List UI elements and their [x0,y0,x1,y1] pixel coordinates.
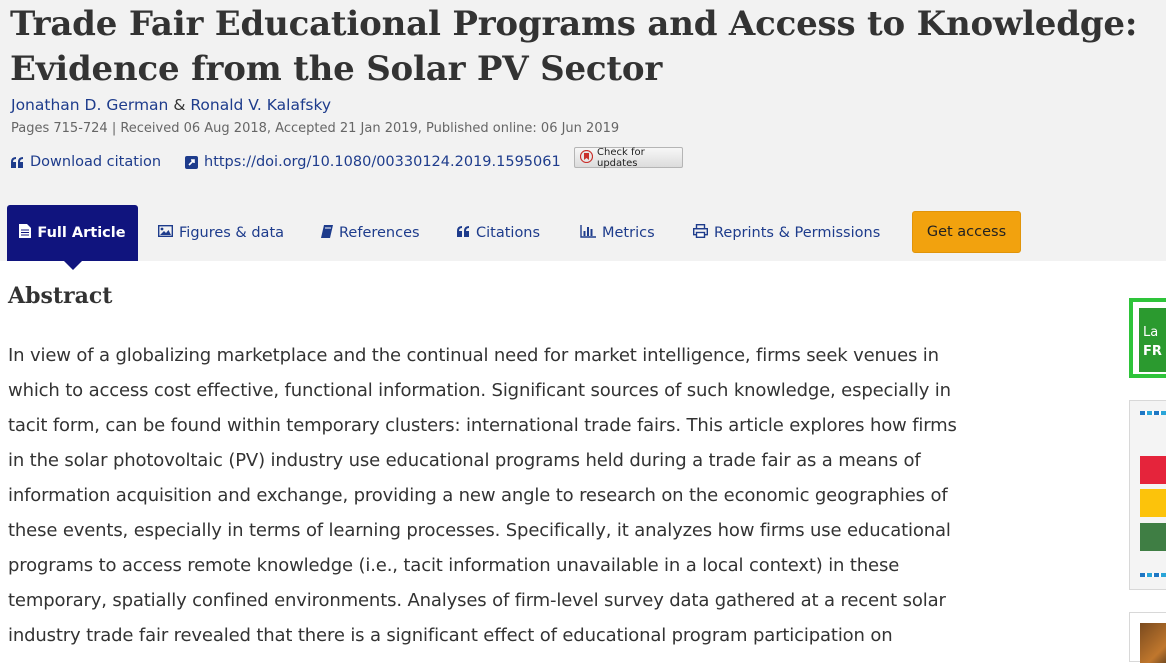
article-title [10,2,1160,92]
abstract-line: these events, especially in terms of learning processes. Specifically, it analyzes how firms use educational [8,520,951,541]
article-header [0,0,1166,261]
sdg-tile-no-poverty [1140,456,1166,484]
promo-line-1: La [1143,325,1159,340]
tab-metrics[interactable] [580,205,655,261]
check-for-updates-button[interactable] [574,147,683,168]
tab-reprints-permissions[interactable] [693,205,880,261]
print-icon [693,224,708,242]
abstract-line: programs to access remote knowledge (i.e., tacit information unavailable in a local context) in these [8,555,900,576]
tab-citations-label: Citations [476,225,541,241]
quote-icon [11,157,24,168]
tab-full-article-label: Full Article [37,225,126,241]
sidebar-sdg-widget[interactable] [1129,400,1166,590]
tab-citations[interactable] [457,205,540,261]
article-title-line2: Evidence from the Solar PV Sector [10,49,663,89]
image-icon [158,225,173,241]
sdg-tile-clean-energy [1140,489,1166,517]
thumbnail-image [1140,623,1166,663]
sidebar-promo-text [1139,308,1166,372]
get-access-button[interactable]: Get access [912,211,1021,253]
abstract-body [8,338,1008,653]
abstract-line: In view of a globalizing marketplace and the continual need for market intelligence, firms seek venues in [8,345,939,366]
tab-reprints-permissions-label: Reprints & Permissions [714,225,881,241]
sidebar-promo-banner[interactable] [1129,298,1166,378]
promo-line-2: FR [1143,344,1162,359]
abstract-line: industry trade fair revealed that there is a significant effect of educational program participation on [8,625,893,646]
author-separator: & [173,96,186,114]
document-icon [19,224,31,242]
author-list [11,96,331,114]
abstract-heading: Abstract [8,283,113,309]
sdg-strip-bottom [1140,573,1166,577]
quote-icon [457,225,470,241]
doi-link[interactable] [185,154,561,170]
crossmark-icon [580,150,593,166]
download-citation-label: Download citation [30,154,162,170]
tab-references-label: References [339,225,420,241]
check-for-updates-label: Check for updates [597,146,645,169]
book-icon [321,225,333,242]
sdg-strip-top [1140,411,1166,415]
author-link-kalafsky[interactable]: Ronald V. Kalafsky [190,96,332,114]
tab-figures-data[interactable] [158,205,284,261]
author-link-german[interactable]: Jonathan D. German [11,96,169,114]
abstract-line: information acquisition and exchange, providing a new angle to research on the economic geographies of [8,485,948,506]
abstract-line: tacit form, can be found within temporary clusters: international trade fairs. This article explores how firms [8,415,957,436]
abstract-line: in the solar photovoltaic (PV) industry use educational programs held during a trade fair as a means of [8,450,921,471]
download-citation-link[interactable] [11,154,161,170]
tab-figures-data-label: Figures & data [179,225,285,241]
external-link-icon [185,156,198,169]
tab-full-article[interactable] [7,205,138,261]
doi-label: https://doi.org/10.1080/00330124.2019.1595061 [204,154,561,170]
tab-references[interactable] [321,205,420,261]
abstract-line: which to access cost effective, functional information. Significant sources of such knowledge, especially in [8,380,951,401]
sidebar-thumbnail[interactable] [1129,612,1166,662]
publication-info: Pages 715-724 | Received 06 Aug 2018, Accepted 21 Jan 2019, Published online: 06 Jun 2019 [11,121,620,136]
tab-metrics-label: Metrics [602,225,655,241]
bar-chart-icon [580,225,596,242]
article-title-line1: Trade Fair Educational Programs and Access to Knowledge: [10,4,1138,44]
sdg-tile-climate-action [1140,523,1166,551]
abstract-line: temporary, spatially confined environments. Analyses of firm-level survey data gathered at a recent solar [8,590,946,611]
